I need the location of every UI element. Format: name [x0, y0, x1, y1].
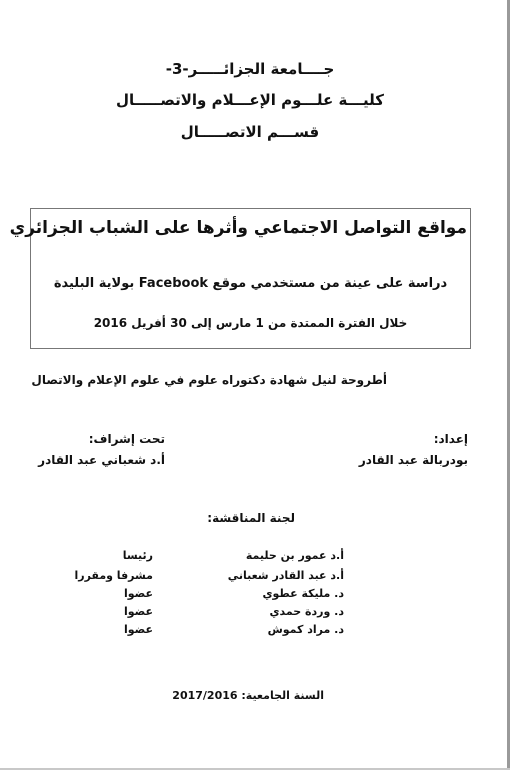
preparation-label: إعداد:	[433, 432, 468, 446]
supervision-name: أ.د شعباني عبد القادر	[38, 453, 165, 467]
committee-member-name: د. مليكة عطوي	[262, 587, 344, 600]
university-name: جــــامعة الجزائـــــر-3-	[165, 60, 335, 78]
department-name: قســـم الاتصـــــال	[180, 123, 320, 141]
committee-member-role: رئيسا	[122, 549, 153, 562]
committee-member-role: عضوا	[123, 605, 153, 618]
committee-member-name: أ.د عمور بن حليمة	[245, 549, 344, 562]
study-period: خلال الفترة الممتدة من 1 مارس إلى 30 أفريل 2016	[93, 316, 408, 330]
supervision-label: تحت إشراف:	[88, 432, 165, 446]
committee-member-role: عضوا	[123, 623, 153, 636]
committee-member-name: د. مراد كموش	[267, 623, 344, 636]
committee-member-role: مشرفا ومقررا	[74, 569, 153, 582]
thesis-note: أطروحة لنيل شهادة دكتوراه علوم في علوم الإعلام والاتصال	[31, 373, 387, 387]
thesis-title: مواقع التواصل الاجتماعي وأثرها على الشباب الجزائري	[9, 218, 467, 238]
committee-label: لجنة المناقشة:	[207, 511, 295, 525]
committee-member-name: أ.د عبد القادر شعباني	[227, 569, 344, 582]
faculty-name: كليـــة علـــوم الإعـــلام والاتصـــــال	[116, 91, 384, 109]
thesis-subtitle: دراسة على عينة من مستخدمي موقع Facebook بولاية البليدة	[53, 276, 448, 291]
academic-year: السنة الجامعية: 2017/2016	[172, 689, 324, 702]
preparation-name: بودربالة عبد القادر	[358, 453, 468, 467]
committee-member-role: عضوا	[123, 587, 153, 600]
committee-member-name: د. وردة حمدي	[269, 605, 344, 618]
